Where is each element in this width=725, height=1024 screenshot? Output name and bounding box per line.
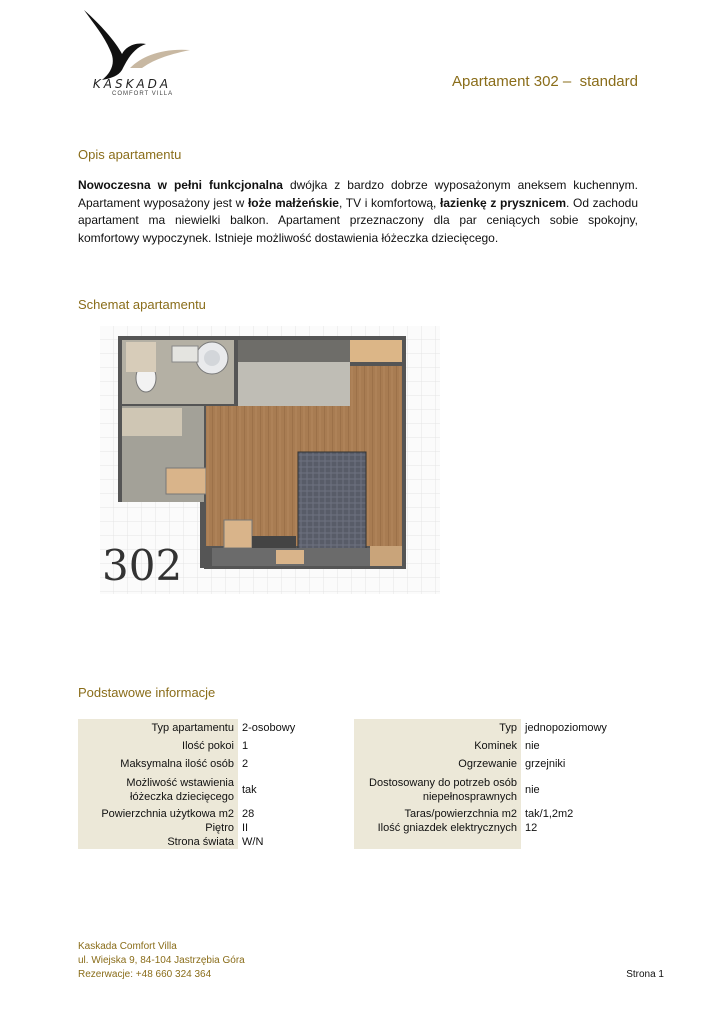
info-empty-label xyxy=(354,835,521,849)
bird-tan-wing xyxy=(130,50,190,68)
desc-bold-3: łazienkę z prysznicem xyxy=(440,195,567,210)
description-paragraph xyxy=(78,177,638,247)
info-label: Ilość gniazdek elektrycznych xyxy=(354,821,521,835)
table-row xyxy=(354,755,659,773)
info-value: 1 xyxy=(242,740,249,752)
table-row xyxy=(354,737,659,755)
info-left-rows xyxy=(78,719,349,849)
info-label: Typ apartamentu xyxy=(78,719,238,737)
info-value: nie xyxy=(525,740,540,752)
info-label: Dostosowany do potrzeb osób niepełnosprawnych xyxy=(354,773,521,807)
info-value: grzejniki xyxy=(525,758,566,770)
desc-text-3: . Od zachodu apartament ma niewielki balkon. Apartament przeznaczony dla par ceniących sobie spokojny, komfortowy wypoczynek. Istnieje możliwość dostawienia łóżeczka dziecięcego. xyxy=(78,195,639,245)
footer-company: Kaskada Comfort Villa xyxy=(78,941,177,952)
bed xyxy=(298,452,366,550)
table-row xyxy=(78,807,349,821)
info-empty-value xyxy=(521,835,659,849)
info-value: 12 xyxy=(525,822,538,834)
desc-text-1: dwójka z bardzo dobrze wyposażonym aneksem kuchennym. Apartament wyposażony jest w xyxy=(78,178,638,210)
logo-tagline: COMFORT VILLA xyxy=(112,91,174,97)
info-value: tak/1,2m2 xyxy=(525,808,574,820)
info-value: nie xyxy=(525,784,540,796)
document-title: Apartament 302 – standard xyxy=(452,73,638,90)
table-row xyxy=(354,821,659,835)
info-label: Powierzchnia użytkowa m2 xyxy=(78,807,238,821)
info-table-right xyxy=(354,719,659,849)
table-row xyxy=(78,773,349,807)
info-value: jednopoziomowy xyxy=(525,722,607,734)
apartment-floor-plan xyxy=(100,326,440,594)
table-row xyxy=(78,755,349,773)
info-value: 28 xyxy=(242,808,255,820)
footer-reservations: Rezerwacje: +48 660 324 364 xyxy=(78,969,212,980)
info-value: 2-osobowy xyxy=(242,722,296,734)
footer-address: ul. Wiejska 9, 84-104 Jastrzębia Góra xyxy=(78,955,245,966)
info-label: Typ xyxy=(354,719,521,737)
table-row xyxy=(78,719,349,737)
info-label: Ilość pokoi xyxy=(78,737,238,755)
info-value: W/N xyxy=(242,836,264,848)
info-value: 2 xyxy=(242,758,249,770)
info-table-left xyxy=(78,719,349,849)
table-row xyxy=(354,835,659,849)
table-row xyxy=(354,807,659,821)
info-value: tak xyxy=(242,784,257,796)
table-row xyxy=(354,773,659,807)
logo-brand: KASKADA xyxy=(92,77,172,91)
table-row xyxy=(78,737,349,755)
info-label: Ogrzewanie xyxy=(354,755,521,773)
info-label: Kominek xyxy=(354,737,521,755)
washbasin xyxy=(172,346,198,362)
info-label: Strona świata xyxy=(78,835,238,849)
desk xyxy=(224,520,252,548)
room-number: 302 xyxy=(102,541,183,590)
desc-bold-2: łoże małżeńskie xyxy=(247,195,339,210)
info-right-rows xyxy=(354,719,659,849)
info-label: Możliwość wstawienia łóżeczka dziecięcego xyxy=(78,773,238,807)
desc-text-2: , TV i komfortową, xyxy=(338,195,441,210)
table-row xyxy=(78,821,349,835)
plan-heading: Schemat apartamentu xyxy=(78,297,206,312)
page-number: Strona 1 xyxy=(626,969,664,980)
table-row xyxy=(354,719,659,737)
info-label: Maksymalna ilość osób xyxy=(78,755,238,773)
desc-bold-1: Nowoczesna w pełni funkcjonalna xyxy=(78,178,283,192)
info-heading: Podstawowe informacje xyxy=(78,685,216,700)
table-row xyxy=(78,835,349,849)
tv-cabinet xyxy=(252,536,296,550)
info-value: II xyxy=(242,822,249,834)
wardrobe xyxy=(166,468,206,494)
bird-black-wing xyxy=(84,10,146,80)
description-heading: Opis apartamentu xyxy=(78,147,182,162)
info-label: Piętro xyxy=(78,821,238,835)
info-label: Taras/powierzchnia m2 xyxy=(354,807,521,821)
